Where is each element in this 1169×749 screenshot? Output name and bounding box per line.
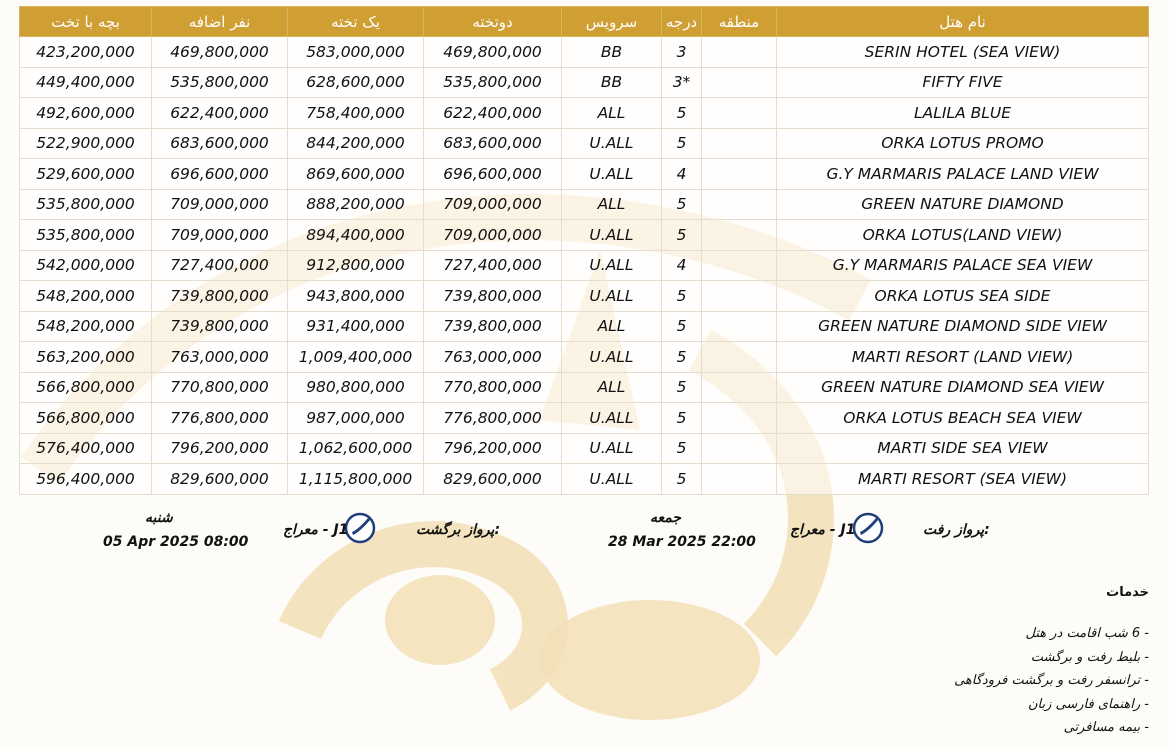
cell-child: 548,200,000 [20, 281, 152, 312]
cell-stars: 5 [662, 98, 702, 129]
table-row [20, 281, 1149, 312]
cell-service: ALL [562, 311, 662, 342]
cell-hotel-name: ORKA LOTUS PROMO [777, 128, 1149, 159]
outbound-flight-label: پرواز رفت: [923, 522, 990, 538]
cell-hotel-name: MARTI RESORT (LAND VIEW) [777, 342, 1149, 373]
return-datetime: 05 Apr 2025 08:00 [103, 534, 249, 550]
cell-child: 522,900,000 [20, 128, 152, 159]
cell-hotel-name: G.Y MARMARIS PALACE LAND VIEW [777, 159, 1149, 190]
cell-stars: 5 [662, 311, 702, 342]
cell-service: U.ALL [562, 159, 662, 190]
cell-extra: 727,400,000 [152, 250, 288, 281]
cell-single: 980,800,000 [288, 372, 424, 403]
cell-hotel-name: ORKA LOTUS SEA SIDE [777, 281, 1149, 312]
cell-hotel-name: GREEN NATURE DIAMOND SIDE VIEW [777, 311, 1149, 342]
list-item: - ترانسفر رفت و برگشت فرودگاهی [954, 673, 1149, 688]
cell-extra: 776,800,000 [152, 403, 288, 434]
cell-service: ALL [562, 189, 662, 220]
table-row [20, 37, 1149, 68]
cell-double: 829,600,000 [424, 464, 562, 495]
cell-double: 709,000,000 [424, 189, 562, 220]
cell-stars: 5 [662, 464, 702, 495]
return-day: شنبه [145, 510, 173, 526]
table-row [20, 220, 1149, 251]
cell-service: U.ALL [562, 403, 662, 434]
cell-extra: 535,800,000 [152, 67, 288, 98]
outbound-airline: معراج - J1 [790, 522, 856, 538]
cell-stars: 5 [662, 128, 702, 159]
cell-hotel-name: SERIN HOTEL (SEA VIEW) [777, 37, 1149, 68]
cell-hotel-name: MARTI SIDE SEA VIEW [777, 433, 1149, 464]
cell-child: 535,800,000 [20, 189, 152, 220]
table-row [20, 250, 1149, 281]
cell-region [702, 464, 777, 495]
cell-single: 888,200,000 [288, 189, 424, 220]
cell-region [702, 98, 777, 129]
cell-service: U.ALL [562, 128, 662, 159]
cell-region [702, 220, 777, 251]
header-extra: نفر اضافه [152, 7, 288, 37]
cell-child: 423,200,000 [20, 37, 152, 68]
cell-region [702, 281, 777, 312]
cell-hotel-name: GREEN NATURE DIAMOND SEA VIEW [777, 372, 1149, 403]
cell-region [702, 37, 777, 68]
cell-service: U.ALL [562, 342, 662, 373]
cell-child: 563,200,000 [20, 342, 152, 373]
cell-child: 566,800,000 [20, 372, 152, 403]
cell-single: 1,009,400,000 [288, 342, 424, 373]
list-item: - 6 شب اقامت در هتل [1025, 626, 1149, 641]
cell-hotel-name: G.Y MARMARIS PALACE SEA VIEW [777, 250, 1149, 281]
cell-single: 912,800,000 [288, 250, 424, 281]
cell-child: 529,600,000 [20, 159, 152, 190]
cell-stars: 5 [662, 433, 702, 464]
cell-extra: 763,000,000 [152, 342, 288, 373]
header-service: سرویس [562, 7, 662, 37]
cell-hotel-name: ORKA LOTUS BEACH SEA VIEW [777, 403, 1149, 434]
cell-stars: 5 [662, 189, 702, 220]
table-row [20, 342, 1149, 373]
cell-hotel-name: LALILA BLUE [777, 98, 1149, 129]
table-header-row [20, 7, 1149, 37]
cell-hotel-name: GREEN NATURE DIAMOND [777, 189, 1149, 220]
cell-extra: 796,200,000 [152, 433, 288, 464]
header-child: بچه با تخت [20, 7, 152, 37]
cell-service: U.ALL [562, 220, 662, 251]
table-row [20, 433, 1149, 464]
cell-hotel-name: FIFTY FIVE [777, 67, 1149, 98]
cell-child: 542,000,000 [20, 250, 152, 281]
table-row [20, 98, 1149, 129]
cell-double: 622,400,000 [424, 98, 562, 129]
cell-double: 770,800,000 [424, 372, 562, 403]
header-stars: درجه [662, 7, 702, 37]
cell-stars: 5 [662, 403, 702, 434]
cell-stars: 5 [662, 220, 702, 251]
list-item: - بیمه مسافرتی [1063, 720, 1149, 735]
cell-region [702, 128, 777, 159]
header-region: منطقه [702, 7, 777, 37]
cell-double: 469,800,000 [424, 37, 562, 68]
cell-region [702, 372, 777, 403]
cell-region [702, 311, 777, 342]
cell-region [702, 250, 777, 281]
return-flight-label: پرواز برگشت: [416, 522, 501, 538]
cell-single: 943,800,000 [288, 281, 424, 312]
cell-extra: 829,600,000 [152, 464, 288, 495]
airline-logo-icon [852, 512, 884, 544]
cell-extra: 770,800,000 [152, 372, 288, 403]
table-row [20, 372, 1149, 403]
cell-service: ALL [562, 372, 662, 403]
cell-extra: 739,800,000 [152, 311, 288, 342]
cell-child: 566,800,000 [20, 403, 152, 434]
cell-child: 548,200,000 [20, 311, 152, 342]
cell-extra: 683,600,000 [152, 128, 288, 159]
cell-single: 869,600,000 [288, 159, 424, 190]
cell-stars: 5 [662, 281, 702, 312]
table-row [20, 128, 1149, 159]
cell-double: 727,400,000 [424, 250, 562, 281]
cell-service: BB [562, 37, 662, 68]
hotel-price-table [19, 6, 1149, 495]
cell-double: 709,000,000 [424, 220, 562, 251]
list-item: - راهنمای فارسی زبان [1028, 696, 1149, 712]
cell-service: ALL [562, 98, 662, 129]
cell-extra: 709,000,000 [152, 189, 288, 220]
cell-region [702, 403, 777, 434]
services-title: خدمات [1106, 585, 1149, 600]
cell-stars: 5 [662, 372, 702, 403]
cell-hotel-name: ORKA LOTUS(LAND VIEW) [777, 220, 1149, 251]
airline-logo-icon [344, 512, 376, 544]
cell-single: 844,200,000 [288, 128, 424, 159]
header-hotel-name: نام هتل [777, 7, 1149, 37]
header-single: یک تخته [288, 7, 424, 37]
cell-service: U.ALL [562, 281, 662, 312]
table-row [20, 67, 1149, 98]
cell-single: 1,062,600,000 [288, 433, 424, 464]
cell-double: 763,000,000 [424, 342, 562, 373]
cell-single: 987,000,000 [288, 403, 424, 434]
cell-child: 576,400,000 [20, 433, 152, 464]
cell-region [702, 159, 777, 190]
outbound-day: جمعه [650, 510, 682, 526]
cell-region [702, 342, 777, 373]
table-row [20, 464, 1149, 495]
cell-single: 1,115,800,000 [288, 464, 424, 495]
cell-extra: 469,800,000 [152, 37, 288, 68]
cell-stars: 4 [662, 159, 702, 190]
list-item: - بلیط رفت و برگشت [1030, 649, 1149, 665]
cell-single: 628,600,000 [288, 67, 424, 98]
outbound-datetime: 28 Mar 2025 22:00 [608, 534, 756, 550]
header-double: دوتخته [424, 7, 562, 37]
cell-child: 535,800,000 [20, 220, 152, 251]
table-row [20, 159, 1149, 190]
cell-single: 758,400,000 [288, 98, 424, 129]
services-list [954, 622, 1149, 740]
cell-double: 776,800,000 [424, 403, 562, 434]
cell-child: 449,400,000 [20, 67, 152, 98]
cell-child: 596,400,000 [20, 464, 152, 495]
cell-region [702, 67, 777, 98]
cell-extra: 709,000,000 [152, 220, 288, 251]
cell-double: 796,200,000 [424, 433, 562, 464]
cell-double: 696,600,000 [424, 159, 562, 190]
cell-extra: 739,800,000 [152, 281, 288, 312]
return-airline: معراج - J1 [283, 522, 349, 538]
cell-stars: 3* [662, 67, 702, 98]
cell-single: 894,400,000 [288, 220, 424, 251]
cell-service: U.ALL [562, 433, 662, 464]
table-row [20, 189, 1149, 220]
cell-stars: 4 [662, 250, 702, 281]
cell-single: 931,400,000 [288, 311, 424, 342]
cell-double: 683,600,000 [424, 128, 562, 159]
cell-double: 739,800,000 [424, 281, 562, 312]
cell-extra: 622,400,000 [152, 98, 288, 129]
cell-hotel-name: MARTI RESORT (SEA VIEW) [777, 464, 1149, 495]
cell-stars: 3 [662, 37, 702, 68]
table-row [20, 311, 1149, 342]
cell-service: BB [562, 67, 662, 98]
cell-double: 739,800,000 [424, 311, 562, 342]
cell-service: U.ALL [562, 464, 662, 495]
cell-region [702, 433, 777, 464]
cell-service: U.ALL [562, 250, 662, 281]
cell-region [702, 189, 777, 220]
cell-single: 583,000,000 [288, 37, 424, 68]
cell-child: 492,600,000 [20, 98, 152, 129]
cell-double: 535,800,000 [424, 67, 562, 98]
cell-stars: 5 [662, 342, 702, 373]
table-row [20, 403, 1149, 434]
cell-extra: 696,600,000 [152, 159, 288, 190]
